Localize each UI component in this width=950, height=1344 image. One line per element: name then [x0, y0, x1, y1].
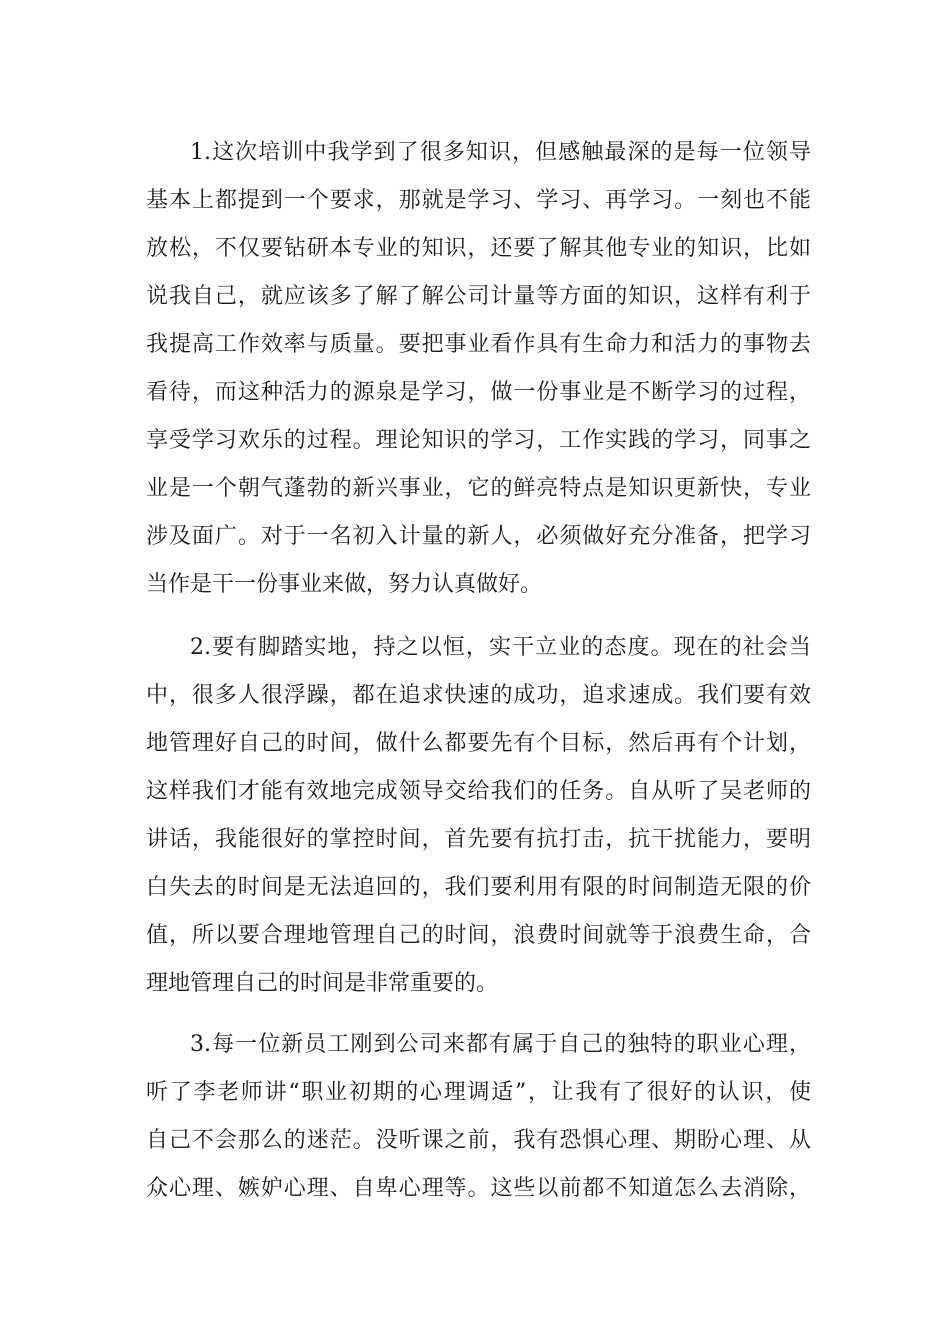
paragraph-line: 众心理、嫉妒心理、自卑心理等。这些以前都不知道怎么去消除，	[146, 1176, 811, 1201]
paragraph-line: 涉及面广。对于一名初入计量的新人，必须做好充分准备，把学习	[146, 524, 811, 549]
paragraph-line: 地管理好自己的时间，做什么都要先有个目标，然后再有个计划，	[146, 731, 811, 756]
paragraph-line: 基本上都提到一个要求，那就是学习、学习、再学习。一刻也不能	[146, 188, 811, 213]
paragraph-line: 听了李老师讲“职业初期的心理调适”，让我有了很好的认识，使	[146, 1080, 811, 1105]
paragraph-line: 享受学习欢乐的过程。理论知识的学习，工作实践的学习，同事之	[146, 428, 811, 453]
paragraph-2	[146, 624, 811, 1008]
paragraph-1	[146, 129, 811, 609]
paragraph-line: 3.每一位新员工刚到公司来都有属于自己的独特的职业心理，	[190, 1032, 811, 1057]
paragraph-line: 看待，而这种活力的源泉是学习，做一份事业是不断学习的过程，	[146, 380, 811, 405]
paragraph-line: 说我自己，就应该多了解了解公司计量等方面的知识，这样有利于	[146, 284, 811, 309]
paragraph-line: 当作是干一份事业来做，努力认真做好。	[146, 572, 543, 597]
paragraph-line: 这样我们才能有效地完成领导交给我们的任务。自从听了吴老师的	[146, 779, 811, 804]
paragraph-line: 1.这次培训中我学到了很多知识，但感触最深的是每一位领导	[190, 140, 811, 165]
paragraph-line: 理地管理自己的时间是非常重要的。	[146, 971, 499, 996]
paragraph-line: 放松，不仅要钻研本专业的知识，还要了解其他专业的知识，比如	[146, 236, 811, 261]
paragraph-line: 自己不会那么的迷茫。没听课之前，我有恐惧心理、期盼心理、从	[146, 1128, 811, 1153]
paragraph-3	[146, 1021, 811, 1213]
paragraph-line: 讲话，我能很好的掌控时间，首先要有抗打击，抗干扰能力，要明	[146, 827, 811, 852]
paragraph-line: 2.要有脚踏实地，持之以恒，实干立业的态度。现在的社会当	[190, 635, 811, 660]
paragraph-line: 中，很多人很浮躁，都在追求快速的成功，追求速成。我们要有效	[146, 683, 811, 708]
paragraph-line: 业是一个朝气蓬勃的新兴事业，它的鲜亮特点是知识更新快，专业	[146, 476, 811, 501]
paragraph-line: 我提高工作效率与质量。要把事业看作具有生命力和活力的事物去	[146, 332, 811, 357]
paragraph-line: 值，所以要合理地管理自己的时间，浪费时间就等于浪费生命，合	[146, 923, 811, 948]
paragraph-line: 白失去的时间是无法追回的，我们要利用有限的时间制造无限的价	[146, 875, 811, 900]
